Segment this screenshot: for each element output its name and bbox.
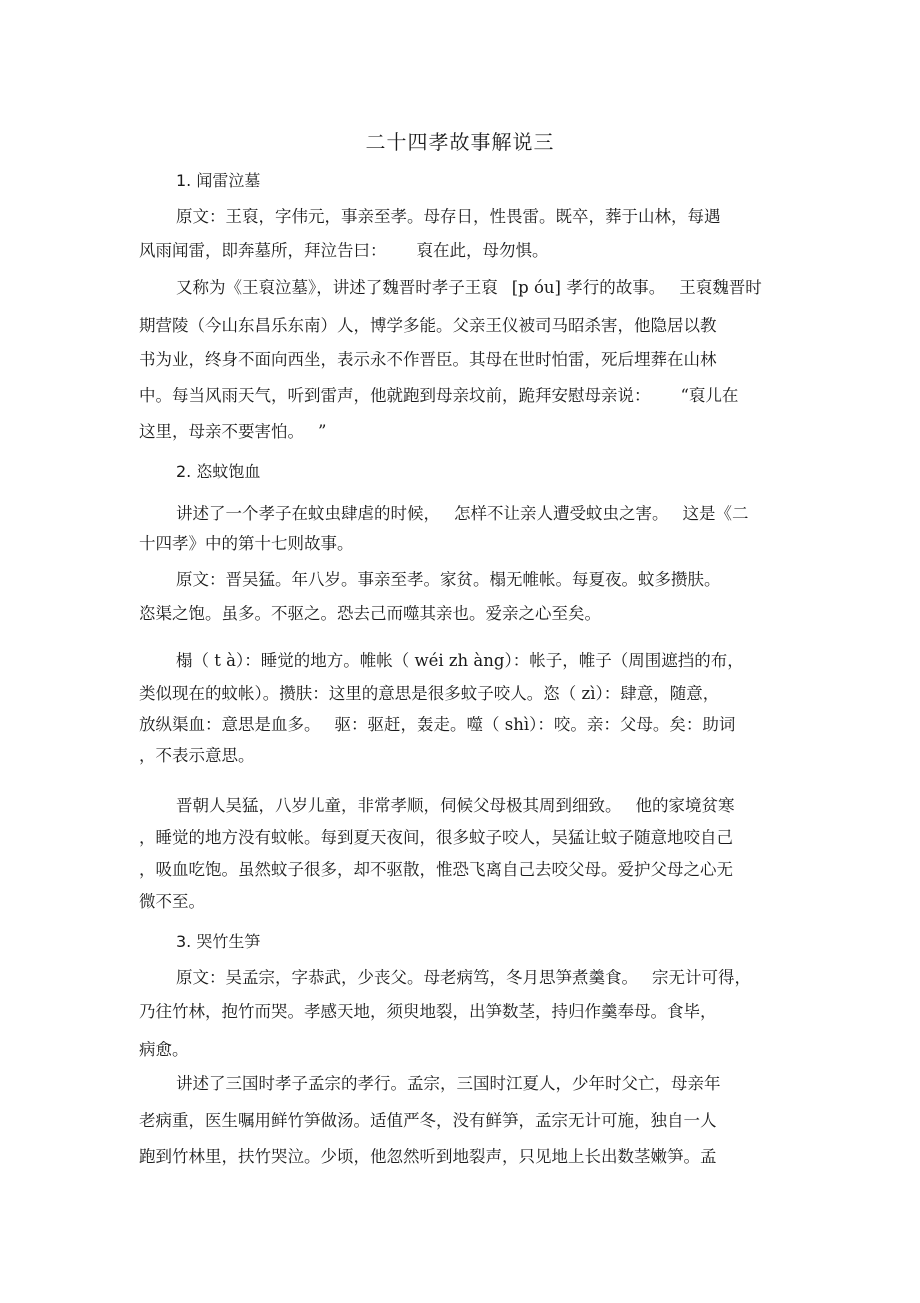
paragraph-line: 风雨闻雷，即奔墓所，拜泣告曰： 裒在此，母勿惧。 — [139, 241, 549, 260]
paragraph-line: 榻（ t à）：睡觉的地方。帷帐（ wéi zh àng）：帐子，帷子（周围遮挡的布， — [176, 651, 744, 670]
paragraph-line: 原文：吴孟宗，字恭武，少丧父。母老病笃，冬月思笋煮羹食。 宗无计可得， — [176, 968, 751, 987]
paragraph-line: 类似现在的蚊帐）。攒肤：这里的意思是很多蚊子咬人。恣（ zì）：肆意，随意， — [139, 684, 720, 703]
section-heading: 3. 哭竹生笋 — [176, 932, 261, 951]
paragraph-line: 老病重，医生嘱用鲜竹笋做汤。适值严冬，没有鲜笋，孟宗无计可施，独自一人 — [139, 1111, 717, 1130]
paragraph-line: 乃往竹林，抱竹而哭。孝感天地，须臾地裂，出笋数茎，持归作羹奉母。食毕， — [139, 1002, 717, 1021]
paragraph-line: ，吸血吃饱。虽然蚊子很多，却不驱散，惟恐飞离自己去咬父母。爱护父母之心无 — [139, 860, 733, 879]
paragraph-line: 中。每当风雨天气，听到雷声，他就跑到母亲坟前，跪拜安慰母亲说： “裒儿在 — [139, 386, 739, 405]
paragraph-line: ，睡觉的地方没有蚊帐。每到夏天夜间，很多蚊子咬人，吴猛让蚊子随意地咬自己 — [139, 828, 733, 847]
paragraph-line: 原文：王裒，字伟元，事亲至孝。母存日，性畏雷。既卒，葬于山林，每遇 — [176, 207, 721, 226]
paragraph-line: 恣渠之饱。虽多。不驱之。恐去己而噬其亲也。爱亲之心至矣。 — [139, 604, 601, 623]
paragraph-line: 病愈。 — [139, 1040, 189, 1059]
paragraph-line: 书为业，终身不面向西坐，表示永不作晋臣。其母在世时怕雷，死后埋葬在山林 — [139, 350, 717, 369]
paragraph-line: 期营陵（今山东昌乐东南）人，博学多能。父亲王仪被司马昭杀害，他隐居以教 — [139, 316, 717, 335]
paragraph-line: 微不至。 — [139, 892, 205, 911]
paragraph-line: ，不表示意思。 — [139, 746, 255, 765]
paragraph-line: 晋朝人吴猛，八岁儿童，非常孝顺，伺候父母极其周到细致。 他的家境贫寒 — [176, 796, 735, 815]
paragraph-line: 十四孝》中的第十七则故事。 — [139, 534, 354, 553]
paragraph-line: 讲述了一个孝子在蚊虫肆虐的时候， 怎样不让亲人遭受蚊虫之害。 这是《二 — [176, 504, 749, 523]
paragraph-line: 原文：晋吴猛。年八岁。事亲至孝。家贫。榻无帷帐。每夏夜。蚊多攒肤。 — [176, 570, 721, 589]
section-heading: 1. 闻雷泣墓 — [176, 171, 261, 190]
paragraph-line: 这里，母亲不要害怕。 ” — [139, 422, 327, 441]
section-heading: 2. 恣蚊饱血 — [176, 462, 261, 481]
paragraph-line: 放纵渠血：意思是血多。 驱：驱赶，轰走。噬（ shì）：咬。亲：父母。矣：助词 — [139, 715, 736, 734]
paragraph-line: 跑到竹林里，扶竹哭泣。少顷，他忽然听到地裂声，只见地上长出数茎嫩笋。孟 — [139, 1147, 717, 1166]
document-title: 二十四孝故事解说三 — [365, 130, 555, 154]
paragraph-line: 又称为《王裒泣墓》，讲述了魏晋时孝子王裒 [p óu] 孝行的故事。 王裒魏晋时 — [176, 278, 762, 297]
paragraph-line: 讲述了三国时孝子孟宗的孝行。孟宗，三国时江夏人，少年时父亡，母亲年 — [176, 1074, 721, 1093]
